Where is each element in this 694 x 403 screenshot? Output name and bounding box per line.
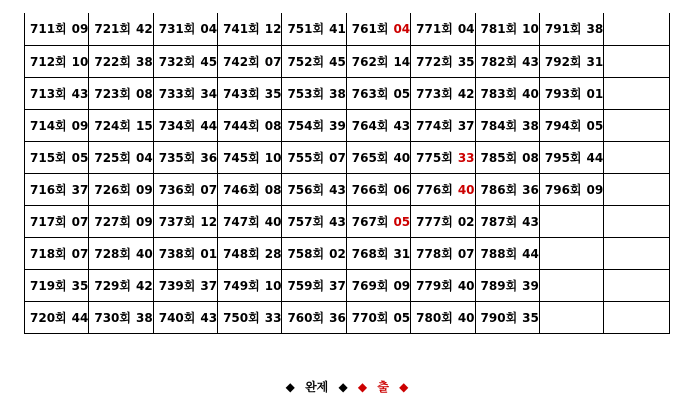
table-row <box>25 173 670 205</box>
table-cell <box>411 45 475 77</box>
drawn-number: 05 <box>71 150 89 165</box>
table-cell <box>346 205 410 237</box>
round-label: 754회 <box>287 118 325 133</box>
table-cell <box>346 301 410 333</box>
drawn-number: 09 <box>136 182 153 197</box>
round-label: 746회 <box>223 182 260 197</box>
round-label: 758회 <box>287 246 325 261</box>
round-label: 765회 <box>351 150 389 165</box>
table-cell <box>411 173 475 205</box>
table-cell <box>475 301 539 333</box>
round-label: 740회 <box>158 310 196 325</box>
table-cell <box>282 205 346 237</box>
round-label: 728회 <box>94 246 132 261</box>
table-cell <box>346 141 410 173</box>
drawn-number: 44 <box>71 310 89 325</box>
table-cell <box>282 269 346 301</box>
round-label: 726회 <box>94 182 132 197</box>
table-cell <box>89 301 153 333</box>
round-label: 792회 <box>544 54 582 69</box>
round-label: 785회 <box>480 150 518 165</box>
drawn-number: 10 <box>71 54 89 69</box>
drawn-number: 04 <box>457 22 475 37</box>
table-cell <box>218 269 282 301</box>
drawn-number: 07 <box>264 54 282 69</box>
table-cell <box>475 237 539 269</box>
table-cell <box>153 109 217 141</box>
drawn-number: 43 <box>329 214 346 229</box>
table-cell <box>539 237 603 269</box>
round-label: 779회 <box>416 278 453 293</box>
table-cell <box>89 13 153 45</box>
round-label: 787회 <box>480 214 518 229</box>
drawn-number: 40 <box>393 150 411 165</box>
round-label: 723회 <box>94 86 132 101</box>
table-cell <box>346 109 410 141</box>
table-cell <box>475 141 539 173</box>
round-label: 716회 <box>30 182 67 197</box>
drawn-number: 43 <box>522 214 539 229</box>
round-label: 763회 <box>351 86 389 101</box>
table-cell <box>604 301 670 333</box>
round-label: 733회 <box>158 86 196 101</box>
table-cell <box>346 45 410 77</box>
table-cell <box>25 237 89 269</box>
table-row <box>25 237 670 269</box>
drawn-number: 38 <box>586 22 604 37</box>
table-cell <box>539 205 603 237</box>
round-label: 772회 <box>416 54 453 69</box>
round-label: 784회 <box>480 118 518 133</box>
table-cell <box>25 269 89 301</box>
drawn-number: 38 <box>136 310 153 325</box>
table-cell <box>89 237 153 269</box>
table-cell <box>411 13 475 45</box>
table-cell <box>153 141 217 173</box>
table-cell <box>282 109 346 141</box>
black-diamond-icon: ◆ <box>338 380 348 394</box>
table-cell <box>604 237 670 269</box>
round-label: 724회 <box>94 118 132 133</box>
table-cell <box>475 109 539 141</box>
round-label: 783회 <box>480 86 518 101</box>
round-label: 781회 <box>480 22 518 37</box>
table-cell <box>25 109 89 141</box>
table-cell <box>539 13 603 45</box>
drawn-number: 01 <box>200 246 218 261</box>
round-label: 751회 <box>287 22 325 37</box>
table-cell <box>539 77 603 109</box>
round-label: 747회 <box>223 214 260 229</box>
round-label: 777회 <box>416 214 453 229</box>
drawn-number: 33 <box>264 310 282 325</box>
table-cell <box>282 13 346 45</box>
table-cell <box>218 173 282 205</box>
round-label: 744회 <box>223 118 260 133</box>
round-label: 756회 <box>287 182 325 197</box>
round-label: 714회 <box>30 118 67 133</box>
table-cell <box>153 45 217 77</box>
table-cell <box>411 301 475 333</box>
drawn-number: 07 <box>71 214 89 229</box>
drawn-number: 15 <box>136 118 153 133</box>
table-cell <box>411 141 475 173</box>
table-cell <box>25 77 89 109</box>
table-row <box>25 141 670 173</box>
drawn-number: 40 <box>522 86 539 101</box>
round-label: 718회 <box>30 246 67 261</box>
drawn-number: 09 <box>393 278 411 293</box>
round-label: 768회 <box>351 246 389 261</box>
drawn-number: 33 <box>457 150 475 165</box>
drawn-number: 14 <box>393 54 411 69</box>
round-label: 757회 <box>287 214 325 229</box>
drawn-number: 44 <box>200 118 218 133</box>
round-label: 745회 <box>223 150 260 165</box>
table-cell <box>539 173 603 205</box>
round-label: 793회 <box>544 86 582 101</box>
table-cell <box>346 173 410 205</box>
table-cell <box>539 109 603 141</box>
table-cell <box>411 237 475 269</box>
table-row <box>25 301 670 333</box>
drawn-number: 35 <box>264 86 282 101</box>
round-label: 749회 <box>223 278 260 293</box>
drawn-number: 08 <box>522 150 539 165</box>
drawn-number: 39 <box>329 118 346 133</box>
table-cell <box>475 45 539 77</box>
table-cell <box>153 269 217 301</box>
drawn-number: 43 <box>329 182 346 197</box>
table-cell <box>282 45 346 77</box>
table-cell <box>604 45 670 77</box>
table-cell <box>218 45 282 77</box>
round-label: 741회 <box>223 22 260 37</box>
round-label: 789회 <box>480 278 518 293</box>
round-label: 786회 <box>480 182 518 197</box>
table-cell <box>411 109 475 141</box>
drawn-number: 42 <box>457 86 475 101</box>
drawn-number: 01 <box>586 86 604 101</box>
drawn-number: 09 <box>136 214 153 229</box>
table-cell <box>346 77 410 109</box>
table-cell <box>539 45 603 77</box>
drawn-number: 35 <box>522 310 539 325</box>
table-cell <box>25 13 89 45</box>
drawn-number: 09 <box>71 118 89 133</box>
table-row <box>25 269 670 301</box>
drawn-number: 40 <box>457 278 475 293</box>
round-label: 766회 <box>351 182 389 197</box>
round-label: 780회 <box>416 310 453 325</box>
red-diamond-icon: ◆ <box>357 380 368 394</box>
drawn-number: 38 <box>329 86 346 101</box>
round-label: 762회 <box>351 54 389 69</box>
drawn-number: 07 <box>457 246 475 261</box>
table-cell <box>218 109 282 141</box>
legend-out-label: 출 <box>377 380 389 394</box>
drawn-number: 35 <box>457 54 475 69</box>
drawn-number: 36 <box>200 150 218 165</box>
table-cell <box>346 13 410 45</box>
table-cell <box>282 141 346 173</box>
drawn-number: 42 <box>136 278 153 293</box>
drawn-number: 43 <box>393 118 411 133</box>
table-row <box>25 13 670 45</box>
round-label: 796회 <box>544 182 582 197</box>
round-label: 719회 <box>30 278 67 293</box>
round-label: 729회 <box>94 278 132 293</box>
round-label: 742회 <box>223 54 260 69</box>
drawn-number: 41 <box>329 22 346 37</box>
table-cell <box>282 173 346 205</box>
drawn-number: 04 <box>393 22 411 37</box>
round-label: 743회 <box>223 86 260 101</box>
drawn-number: 44 <box>586 150 604 165</box>
table-cell <box>604 173 670 205</box>
drawn-number: 10 <box>264 278 282 293</box>
drawn-number: 37 <box>329 278 346 293</box>
table-cell <box>282 237 346 269</box>
black-diamond-icon: ◆ <box>285 380 295 394</box>
round-label: 773회 <box>416 86 453 101</box>
round-label: 767회 <box>351 214 389 229</box>
drawn-number: 05 <box>393 310 411 325</box>
round-label: 731회 <box>158 22 196 37</box>
drawn-number: 37 <box>457 118 475 133</box>
table-cell <box>475 13 539 45</box>
table-row <box>25 77 670 109</box>
red-diamond-icon: ◆ <box>399 380 409 394</box>
table-cell <box>539 269 603 301</box>
table-cell <box>218 237 282 269</box>
round-label: 770회 <box>351 310 389 325</box>
table-cell <box>411 77 475 109</box>
table-cell <box>218 301 282 333</box>
round-label: 737회 <box>158 214 196 229</box>
drawn-number: 09 <box>586 182 604 197</box>
drawn-number: 45 <box>200 54 218 69</box>
drawn-number: 40 <box>264 214 282 229</box>
round-label: 771회 <box>416 22 453 37</box>
table-cell <box>25 301 89 333</box>
drawn-number: 08 <box>136 86 153 101</box>
round-label: 776회 <box>416 182 453 197</box>
table-cell <box>604 269 670 301</box>
round-label: 730회 <box>94 310 132 325</box>
drawn-number: 08 <box>264 182 282 197</box>
drawn-number: 09 <box>71 22 89 37</box>
round-label: 759회 <box>287 278 325 293</box>
round-label: 738회 <box>158 246 196 261</box>
drawn-number: 02 <box>329 246 346 261</box>
legend <box>0 378 694 395</box>
table-cell <box>153 77 217 109</box>
drawn-number: 40 <box>136 246 153 261</box>
table-cell <box>89 77 153 109</box>
drawn-number: 40 <box>457 182 475 197</box>
round-label: 717회 <box>30 214 67 229</box>
drawn-number: 37 <box>71 182 89 197</box>
round-label: 721회 <box>94 22 132 37</box>
round-label: 735회 <box>158 150 196 165</box>
round-label: 748회 <box>223 246 260 261</box>
table-cell <box>539 301 603 333</box>
round-label: 732회 <box>158 54 196 69</box>
lotto-number-table <box>24 13 670 334</box>
table-cell <box>411 269 475 301</box>
drawn-number: 05 <box>586 118 604 133</box>
drawn-number: 07 <box>71 246 89 261</box>
table-cell <box>25 205 89 237</box>
drawn-number: 40 <box>457 310 475 325</box>
round-label: 769회 <box>351 278 389 293</box>
round-label: 755회 <box>287 150 325 165</box>
table-cell <box>346 269 410 301</box>
round-label: 734회 <box>158 118 196 133</box>
table-cell <box>218 13 282 45</box>
drawn-number: 05 <box>393 86 411 101</box>
round-label: 722회 <box>94 54 132 69</box>
drawn-number: 08 <box>264 118 282 133</box>
drawn-number: 07 <box>200 182 218 197</box>
table-cell <box>153 173 217 205</box>
round-label: 753회 <box>287 86 325 101</box>
table-cell <box>25 141 89 173</box>
table-cell <box>153 301 217 333</box>
round-label: 713회 <box>30 86 67 101</box>
legend-complete-label: 완제 <box>305 380 329 394</box>
round-label: 782회 <box>480 54 518 69</box>
drawn-number: 07 <box>329 150 346 165</box>
table-row <box>25 109 670 141</box>
table-cell <box>89 45 153 77</box>
drawn-number: 42 <box>136 22 153 37</box>
round-label: 795회 <box>544 150 582 165</box>
drawn-number: 35 <box>71 278 89 293</box>
drawn-number: 36 <box>522 182 539 197</box>
table-cell <box>218 77 282 109</box>
round-label: 720회 <box>30 310 67 325</box>
round-label: 775회 <box>416 150 453 165</box>
drawn-number: 38 <box>136 54 153 69</box>
table-cell <box>282 301 346 333</box>
table-cell <box>475 173 539 205</box>
table-cell <box>604 77 670 109</box>
table-cell <box>475 269 539 301</box>
table-cell <box>89 141 153 173</box>
drawn-number: 04 <box>200 22 218 37</box>
table-cell <box>218 141 282 173</box>
table-cell <box>604 13 670 45</box>
table-cell <box>346 237 410 269</box>
drawn-number: 05 <box>393 214 411 229</box>
drawn-number: 04 <box>136 150 153 165</box>
round-label: 788회 <box>480 246 518 261</box>
drawn-number: 31 <box>586 54 604 69</box>
table-cell <box>25 45 89 77</box>
round-label: 725회 <box>94 150 132 165</box>
round-label: 739회 <box>158 278 196 293</box>
round-label: 736회 <box>158 182 196 197</box>
drawn-number: 12 <box>264 22 282 37</box>
drawn-number: 43 <box>71 86 89 101</box>
drawn-number: 02 <box>457 214 475 229</box>
table-cell <box>89 109 153 141</box>
table-cell <box>475 77 539 109</box>
round-label: 760회 <box>287 310 325 325</box>
round-label: 790회 <box>480 310 518 325</box>
round-label: 764회 <box>351 118 389 133</box>
drawn-number: 34 <box>200 86 218 101</box>
table-cell <box>539 141 603 173</box>
drawn-number: 44 <box>522 246 539 261</box>
round-label: 778회 <box>416 246 453 261</box>
table-cell <box>89 173 153 205</box>
table-cell <box>25 173 89 205</box>
drawn-number: 39 <box>522 278 539 293</box>
drawn-number: 37 <box>200 278 218 293</box>
table-cell <box>218 205 282 237</box>
drawn-number: 43 <box>522 54 539 69</box>
table-cell <box>475 205 539 237</box>
table-cell <box>604 205 670 237</box>
drawn-number: 45 <box>329 54 346 69</box>
round-label: 794회 <box>544 118 582 133</box>
round-label: 715회 <box>30 150 67 165</box>
round-label: 761회 <box>351 22 389 37</box>
drawn-number: 31 <box>393 246 411 261</box>
round-label: 711회 <box>30 22 67 37</box>
round-label: 727회 <box>94 214 132 229</box>
drawn-number: 36 <box>329 310 346 325</box>
table-cell <box>89 205 153 237</box>
drawn-number: 12 <box>200 214 218 229</box>
drawn-number: 28 <box>264 246 282 261</box>
round-label: 712회 <box>30 54 67 69</box>
table-cell <box>153 237 217 269</box>
drawn-number: 10 <box>264 150 282 165</box>
table-cell <box>411 205 475 237</box>
table-cell <box>153 205 217 237</box>
table-cell <box>89 269 153 301</box>
table-cell <box>604 141 670 173</box>
round-label: 791회 <box>544 22 582 37</box>
table-row <box>25 205 670 237</box>
table-cell <box>282 77 346 109</box>
round-label: 750회 <box>223 310 260 325</box>
table-cell <box>153 13 217 45</box>
round-label: 774회 <box>416 118 453 133</box>
table-cell <box>604 109 670 141</box>
round-label: 752회 <box>287 54 325 69</box>
drawn-number: 38 <box>522 118 539 133</box>
drawn-number: 10 <box>522 22 539 37</box>
table-row <box>25 45 670 77</box>
drawn-number: 06 <box>393 182 411 197</box>
drawn-number: 43 <box>200 310 218 325</box>
